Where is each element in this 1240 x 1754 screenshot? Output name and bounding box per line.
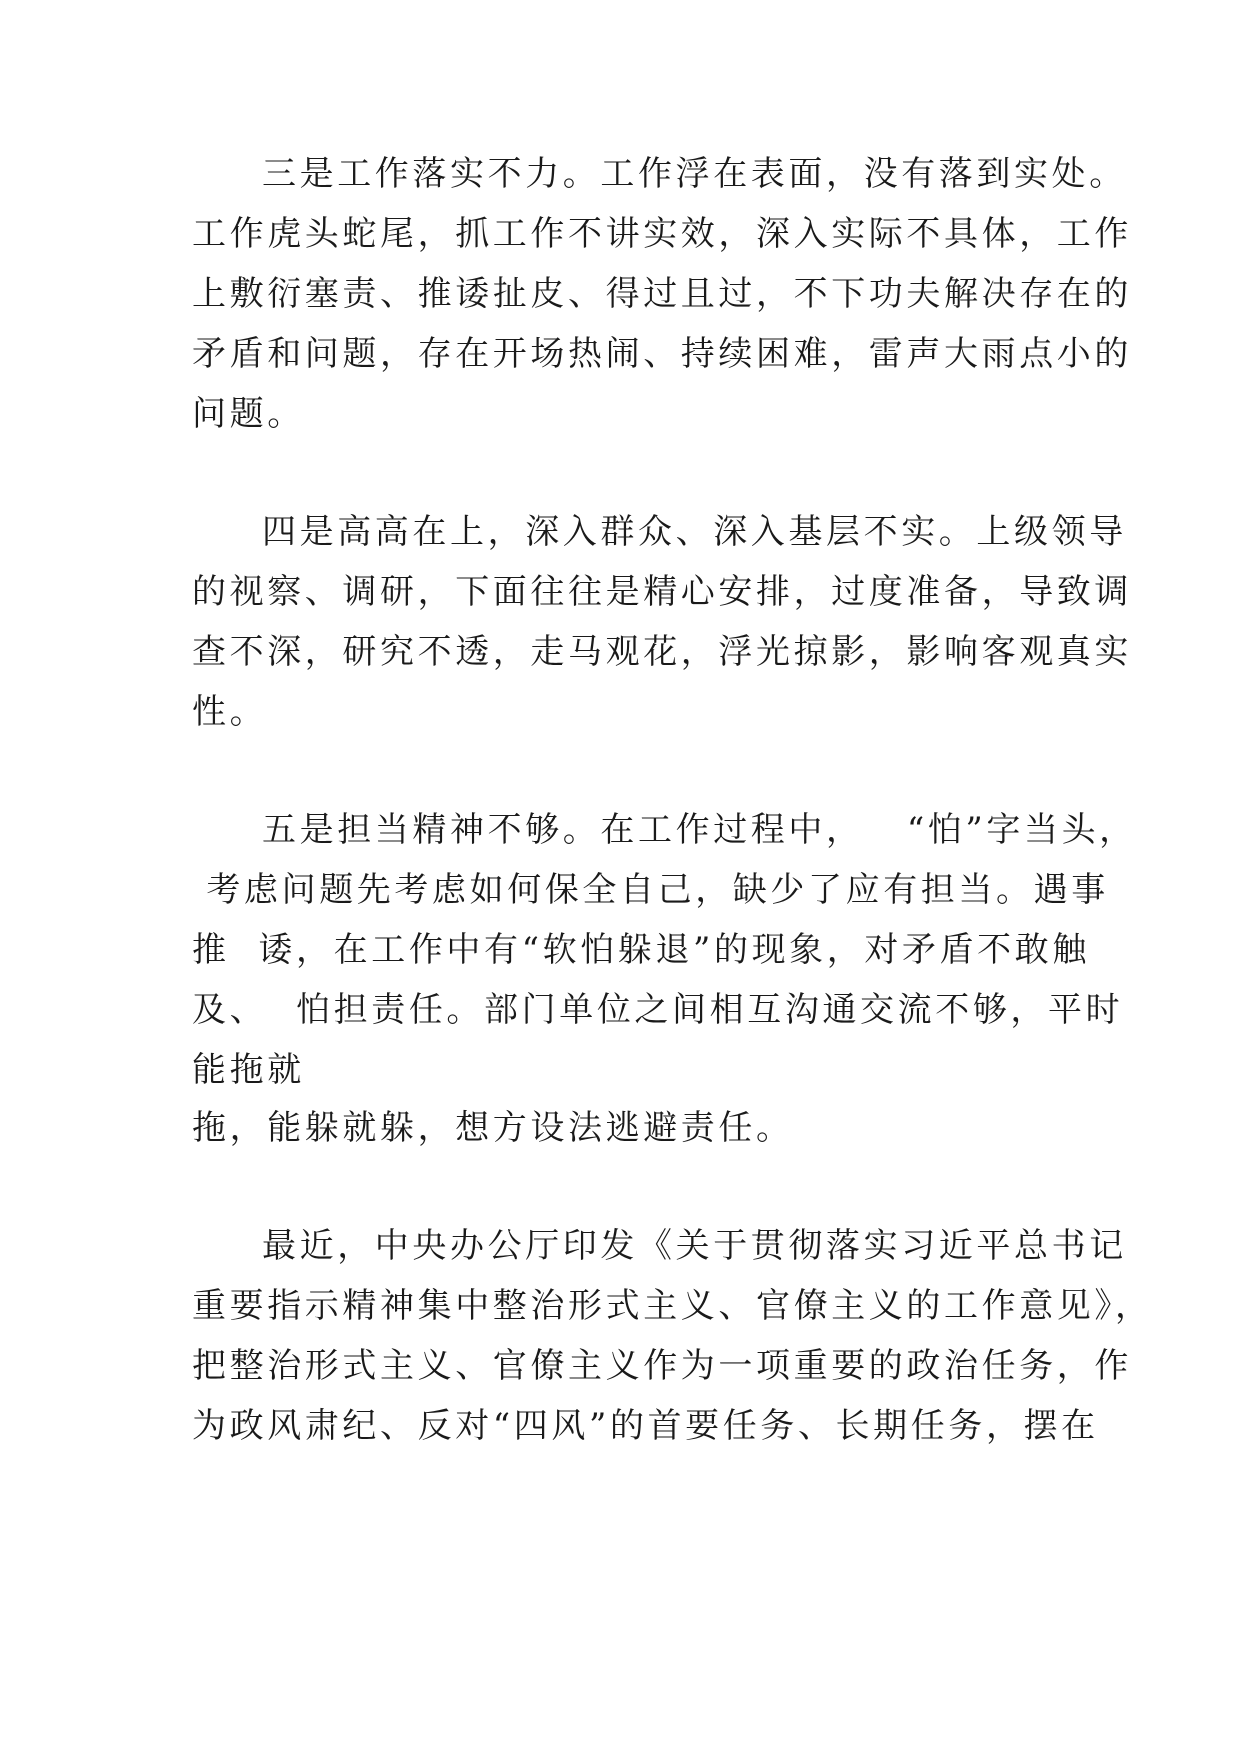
paragraph-line: 五是担当精神不够。在工作过程中， “怕”字当头， — [262, 810, 1137, 850]
paragraph-line: 为政风肃纪、反对“四风”的首要任务、长期任务，摆在 — [192, 1406, 1099, 1446]
paragraph-line: 能拖就 — [192, 1050, 305, 1090]
paragraph-line: 重要指示精神集中整治形式主义、官僚主义的工作意见》， — [192, 1286, 1153, 1326]
paragraph-line: 问题。 — [192, 394, 305, 434]
paragraph-line: 上敷衍塞责、推诿扯皮、得过且过，不下功夫解决存在的 — [192, 274, 1132, 314]
paragraph-line: 三是工作落实不力。工作浮在表面，没有落到实处。 — [262, 154, 1127, 194]
paragraph-line: 查不深，研究不透，走马观花，浮光掠影，影响客观真实 — [192, 632, 1132, 672]
paragraph-line: 及、 怕担责任。部门单位之间相互沟通交流不够，平时 — [192, 990, 1124, 1030]
paragraph-line: 最近，中央办公厅印发《关于贯彻落实习近平总书记 — [262, 1226, 1127, 1266]
paragraph-line: 性。 — [192, 692, 268, 732]
paragraph-line: 推 诿，在工作中有“软怕躲退”的现象，对矛盾不敢触 — [192, 930, 1090, 970]
paragraph-line: 把整治形式主义、官僚主义作为一项重要的政治任务，作 — [192, 1346, 1132, 1386]
paragraph-line: 的视察、调研，下面往往是精心安排，过度准备，导致调 — [192, 572, 1132, 612]
paragraph-line: 矛盾和问题，存在开场热闹、持续困难，雷声大雨点小的 — [192, 334, 1132, 374]
paragraph-line: 拖，能躲就躲，想方设法逃避责任。 — [192, 1108, 794, 1148]
paragraph-line: 工作虎头蛇尾，抓工作不讲实效，深入实际不具体，工作 — [192, 214, 1132, 254]
paragraph-line: 考虑问题先考虑如何保全自己，缺少了应有担当。遇事 — [192, 870, 1109, 910]
paragraph-line: 四是高高在上，深入群众、深入基层不实。上级领导 — [262, 512, 1127, 552]
